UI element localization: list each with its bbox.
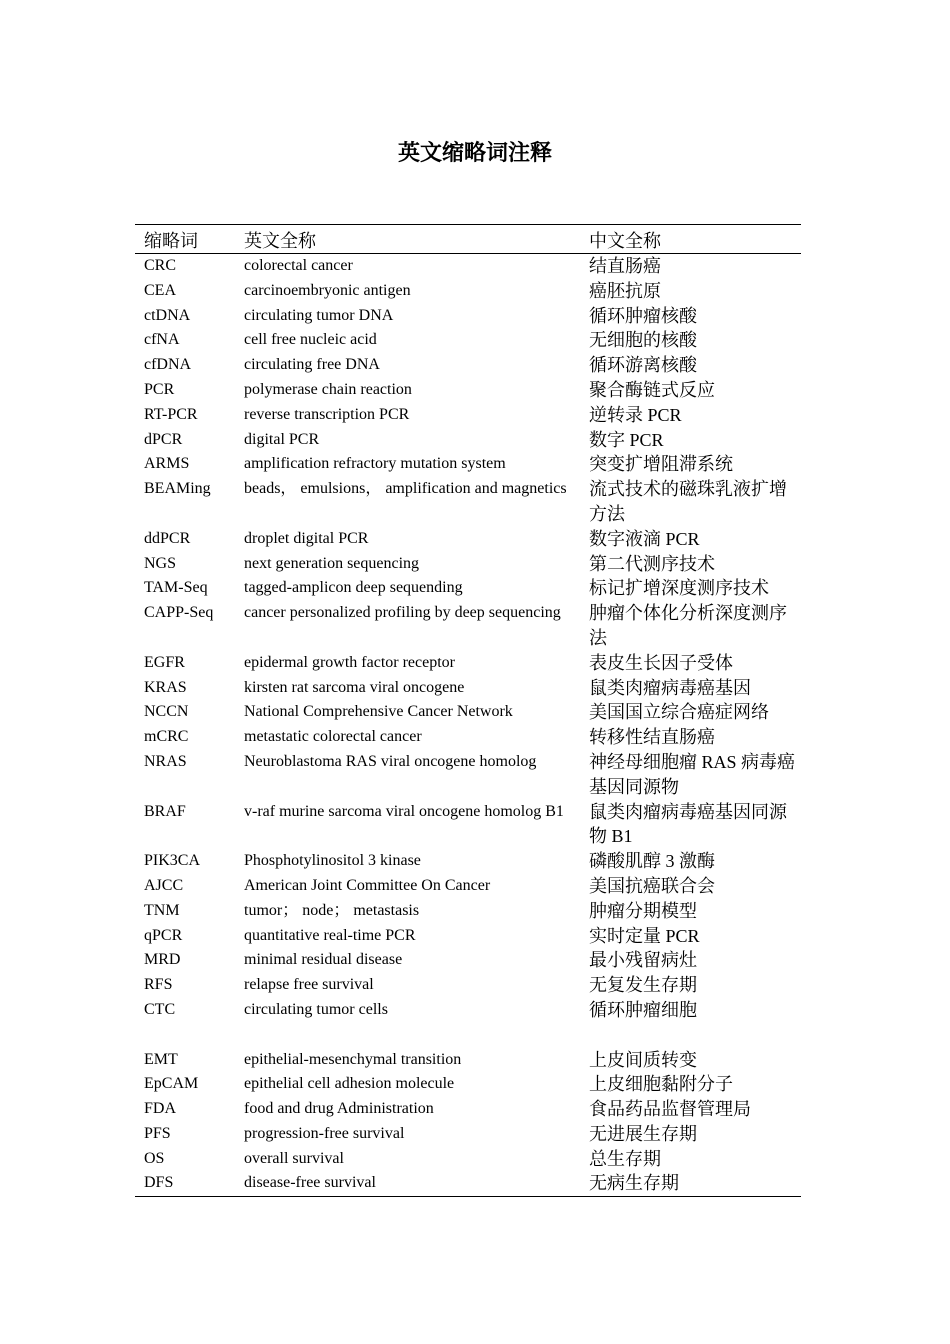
abbr-cell xyxy=(135,1023,235,1048)
chinese-cell: 无细胞的核酸 xyxy=(589,330,697,351)
table-row xyxy=(135,452,801,477)
header-chinese: 中文全称 xyxy=(580,225,801,254)
english-cell: epidermal growth factor receptor xyxy=(244,653,456,671)
chinese-cell: 鼠类肉瘤病毒癌基因 xyxy=(589,677,751,698)
abbr-cell: qPCR xyxy=(144,926,183,944)
abbr-cell: AJCC xyxy=(144,876,184,894)
table-row xyxy=(135,1171,801,1196)
abbr-cell: ctDNA xyxy=(144,306,191,324)
table-row xyxy=(135,1097,801,1122)
table-row xyxy=(135,973,801,998)
english-cell: Neuroblastoma RAS viral oncogene homolog xyxy=(244,752,537,770)
english-cell: beads， emulsions， amplification and magnetics xyxy=(244,480,567,498)
page-title: 英文缩略词注释 xyxy=(397,140,552,165)
english-cell: minimal residual disease xyxy=(244,951,403,969)
abbr-cell: cfDNA xyxy=(144,356,192,374)
table-row xyxy=(135,328,801,353)
abbr-cell: EGFR xyxy=(144,653,185,671)
chinese-cell: 美国抗癌联合会 xyxy=(589,875,715,896)
abbreviation-table xyxy=(135,224,801,1197)
abbr-cell: DFS xyxy=(144,1174,174,1192)
table-row xyxy=(135,948,801,973)
header-abbr: 缩略词 xyxy=(135,225,235,254)
table-row xyxy=(135,601,801,651)
abbr-cell: NCCN xyxy=(144,703,189,721)
chinese-cell: 逆转录 PCR xyxy=(589,404,682,425)
abbr-cell: EMT xyxy=(144,1050,178,1068)
abbr-cell: CAPP-Seq xyxy=(144,604,214,622)
chinese-cell: 结直肠癌 xyxy=(589,256,661,276)
table-row xyxy=(135,1023,801,1048)
table-row xyxy=(135,1147,801,1172)
chinese-cell: 癌胚抗原 xyxy=(589,280,661,301)
chinese-cell: 数字液滴 PCR xyxy=(589,528,700,549)
chinese-cell: 循环肿瘤细胞 xyxy=(589,999,697,1020)
table-row xyxy=(135,924,801,949)
english-cell: cancer personalized profiling by deep sequencing xyxy=(244,604,561,622)
abbr-cell: EpCAM xyxy=(144,1075,199,1093)
abbr-cell: CRC xyxy=(144,257,177,274)
table-row xyxy=(135,1072,801,1097)
table-row xyxy=(135,874,801,899)
chinese-cell: 无病生存期 xyxy=(589,1173,679,1194)
table-row xyxy=(135,552,801,577)
abbr-cell: PIK3CA xyxy=(144,852,201,870)
chinese-cell: 流式技术的磁珠乳液扩增方法 xyxy=(589,479,787,524)
chinese-cell: 循环游离核酸 xyxy=(589,355,697,376)
abbr-cell: KRAS xyxy=(144,678,187,696)
english-cell: reverse transcription PCR xyxy=(244,405,410,423)
chinese-cell: 上皮间质转变 xyxy=(589,1049,697,1070)
abbr-cell: NRAS xyxy=(144,752,187,770)
english-cell: overall survival xyxy=(244,1149,344,1167)
table-row xyxy=(135,800,801,850)
chinese-cell: 无复发生存期 xyxy=(589,975,697,996)
abbr-cell: mCRC xyxy=(144,728,189,746)
english-cell: epithelial cell adhesion molecule xyxy=(244,1075,455,1093)
english-cell: circulating tumor cells xyxy=(244,1000,388,1018)
english-cell: Phosphotylinositol 3 kinase xyxy=(244,852,421,870)
chinese-cell: 美国国立综合癌症网络 xyxy=(589,702,769,723)
english-cell: digital PCR xyxy=(244,430,320,448)
table-row xyxy=(135,651,801,676)
abbr-cell: PFS xyxy=(144,1124,171,1142)
table-row xyxy=(135,899,801,924)
table-row xyxy=(135,477,801,527)
table-row xyxy=(135,1048,801,1073)
chinese-cell: 肿瘤个体化分析深度测序法 xyxy=(589,603,787,648)
abbr-cell: PCR xyxy=(144,380,175,398)
table-row xyxy=(135,254,801,279)
table-row xyxy=(135,750,801,800)
chinese-cell: 实时定量 PCR xyxy=(589,925,700,946)
table-row xyxy=(135,378,801,403)
table-row xyxy=(135,304,801,329)
abbr-cell: ARMS xyxy=(144,455,190,473)
english-cell: circulating free DNA xyxy=(244,356,380,374)
english-cell: colorectal cancer xyxy=(244,257,353,274)
table-row xyxy=(135,849,801,874)
abbr-cell: OS xyxy=(144,1149,165,1167)
chinese-cell: 肿瘤分期模型 xyxy=(589,900,697,921)
english-cell: next generation sequencing xyxy=(244,554,420,572)
chinese-cell: 鼠类肉瘤病毒癌基因同源物 B1 xyxy=(589,801,787,847)
english-cell: quantitative real-time PCR xyxy=(244,926,416,944)
table-row xyxy=(135,576,801,601)
table-row xyxy=(135,998,801,1023)
english-cell: amplification refractory mutation system xyxy=(244,455,506,473)
chinese-cell: 食品药品监督管理局 xyxy=(589,1099,751,1120)
chinese-cell: 神经母细胞瘤 RAS 病毒癌基因同源物 xyxy=(589,751,796,797)
english-cell: v-raf murine sarcoma viral oncogene homolog B1 xyxy=(244,802,564,820)
table-row xyxy=(135,725,801,750)
english-cell: National Comprehensive Cancer Network xyxy=(244,703,513,721)
english-cell: tumor； node； metastasis xyxy=(244,901,420,919)
abbr-cell: NGS xyxy=(144,554,177,572)
chinese-cell: 数字 PCR xyxy=(589,429,664,450)
abbr-cell: CEA xyxy=(144,281,176,299)
english-cell: relapse free survival xyxy=(244,976,374,994)
abbr-cell: TAM-Seq xyxy=(144,579,208,597)
table-row xyxy=(135,403,801,428)
abbr-cell: FDA xyxy=(144,1100,177,1118)
abbr-cell: TNM xyxy=(144,901,180,919)
english-cell: food and drug Administration xyxy=(244,1100,434,1118)
abbr-cell: BRAF xyxy=(144,802,186,820)
chinese-cell: 标记扩增深度测序技术 xyxy=(589,578,769,599)
abbr-cell: CTC xyxy=(144,1000,176,1018)
abbr-cell: ddPCR xyxy=(144,529,191,547)
abbr-cell: BEAMing xyxy=(144,480,211,498)
chinese-cell: 最小残留病灶 xyxy=(589,950,697,971)
english-cell: circulating tumor DNA xyxy=(244,306,394,324)
table-row xyxy=(135,676,801,701)
english-cell: metastatic colorectal cancer xyxy=(244,728,422,746)
abbr-cell: dPCR xyxy=(144,430,183,448)
header-english: 英文全称 xyxy=(235,225,580,254)
abbr-cell: RFS xyxy=(144,976,173,994)
table-row xyxy=(135,527,801,552)
english-cell: carcinoembryonic antigen xyxy=(244,281,411,299)
english-cell: progression-free survival xyxy=(244,1124,405,1142)
abbr-cell: cfNA xyxy=(144,331,180,349)
english-cell: polymerase chain reaction xyxy=(244,380,412,398)
table-header-row xyxy=(135,225,801,254)
abbr-cell: MRD xyxy=(144,951,181,969)
chinese-cell: 总生存期 xyxy=(589,1148,661,1169)
english-cell: disease-free survival xyxy=(244,1174,376,1192)
table-row xyxy=(135,428,801,453)
english-cell: kirsten rat sarcoma viral oncogene xyxy=(244,678,465,696)
chinese-cell: 聚合酶链式反应 xyxy=(589,379,715,400)
english-cell: epithelial-mesenchymal transition xyxy=(244,1050,462,1068)
chinese-cell: 磷酸肌醇 3 激酶 xyxy=(589,851,715,872)
table-row xyxy=(135,353,801,378)
chinese-cell: 上皮细胞黏附分子 xyxy=(589,1074,733,1095)
table-row xyxy=(135,1122,801,1147)
chinese-cell: 表皮生长因子受体 xyxy=(589,652,733,673)
english-cell: cell free nucleic acid xyxy=(244,331,377,349)
chinese-cell: 第二代测序技术 xyxy=(589,553,715,574)
chinese-cell: 无进展生存期 xyxy=(589,1123,697,1144)
abbr-cell: RT-PCR xyxy=(144,405,198,423)
english-cell: tagged-amplicon deep sequending xyxy=(244,579,463,597)
english-cell: droplet digital PCR xyxy=(244,529,369,547)
table-row xyxy=(135,279,801,304)
table-row xyxy=(135,700,801,725)
english-cell xyxy=(235,1023,580,1048)
chinese-cell: 突变扩增阻滞系统 xyxy=(589,454,733,475)
chinese-cell xyxy=(580,1023,801,1048)
chinese-cell: 转移性结直肠癌 xyxy=(589,727,715,748)
english-cell: American Joint Committee On Cancer xyxy=(244,876,491,894)
chinese-cell: 循环肿瘤核酸 xyxy=(589,305,697,326)
